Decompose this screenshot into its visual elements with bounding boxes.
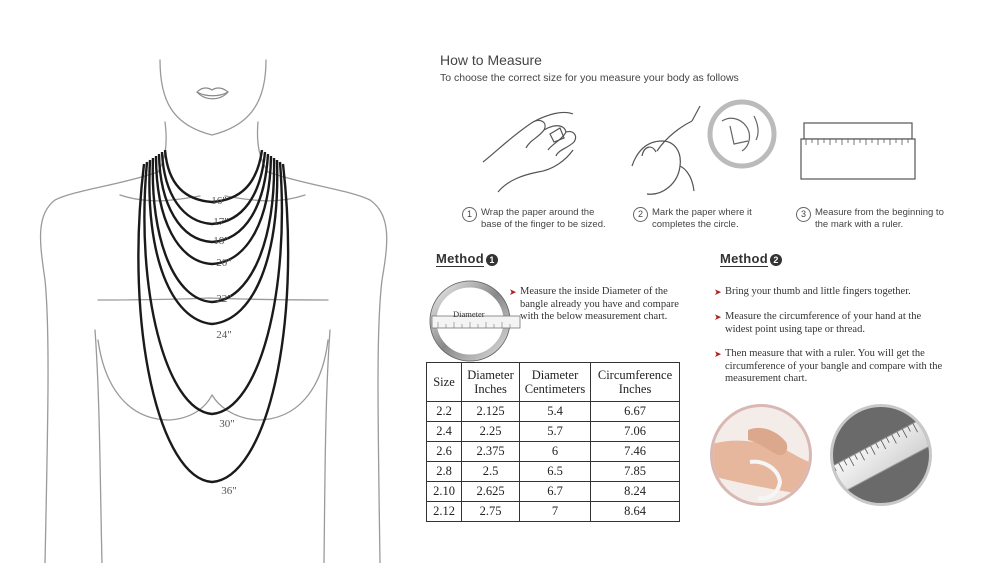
cell-circumference: 7.85	[591, 462, 680, 482]
header-di-line1: Diameter	[467, 368, 514, 382]
method2-bullet-2	[714, 311, 922, 336]
cell-diameter-inches: 2.75	[462, 502, 520, 522]
bullet-arrow-icon: ➤	[714, 349, 722, 359]
method2-b3-line1: Then measure that with a ruler. You will get the	[725, 348, 925, 359]
how-to-measure-subtitle: To choose the correct size for you measure your body as follows	[440, 72, 739, 84]
header-circumference	[591, 363, 680, 402]
cell-size: 2.2	[427, 402, 462, 422]
table-row	[427, 402, 680, 422]
cell-circumference: 7.06	[591, 422, 680, 442]
method1-line1: Measure the inside Diameter of the	[520, 286, 668, 297]
method1-word: Method	[436, 251, 485, 266]
step-3-number: 3	[796, 207, 811, 222]
header-diameter-inches	[462, 363, 520, 402]
table-row	[427, 502, 680, 522]
length-label-17: 17"	[213, 216, 229, 228]
lips	[197, 88, 228, 99]
cell-size: 2.12	[427, 502, 462, 522]
length-label-22: 22"	[216, 293, 232, 305]
length-label-36: 36"	[221, 485, 237, 497]
header-dc-line2: Centimeters	[524, 382, 586, 396]
bullet-arrow-icon: ➤	[714, 287, 722, 297]
bullet-arrow-icon: ➤	[714, 312, 722, 322]
cell-diameter-inches: 2.125	[462, 402, 520, 422]
table-row	[427, 422, 680, 442]
cell-diameter-inches: 2.625	[462, 482, 520, 502]
header-diameter-cm	[520, 363, 591, 402]
body-outline	[41, 60, 387, 563]
method2-b3-line2: circumference of your bangle and compare with the	[725, 360, 943, 372]
method1-title	[436, 251, 498, 266]
bangle-size-table	[426, 362, 680, 522]
step-3	[796, 207, 944, 231]
step-1	[462, 207, 606, 231]
step-2	[633, 207, 752, 231]
step2-marking-illustration	[622, 96, 782, 204]
table-row	[427, 462, 680, 482]
method2-b1-line1: Bring your thumb and little fingers together.	[725, 286, 911, 297]
how-to-measure-title: How to Measure	[440, 52, 542, 68]
cell-size: 2.4	[427, 422, 462, 442]
header-ci-line2: Inches	[618, 382, 652, 396]
length-label-16: 16"	[211, 195, 227, 207]
cell-diameter-cm: 6	[520, 442, 591, 462]
header-size-line1: Size	[433, 375, 455, 389]
method1-text	[509, 286, 679, 324]
method2-word: Method	[720, 251, 769, 266]
cell-diameter-inches: 2.375	[462, 442, 520, 462]
cell-diameter-inches: 2.5	[462, 462, 520, 482]
method2-b3-line3: measurement chart.	[725, 373, 808, 384]
table-row	[427, 442, 680, 462]
method2-title	[720, 251, 782, 266]
cell-diameter-cm: 5.4	[520, 402, 591, 422]
step-2-number: 2	[633, 207, 648, 222]
table-row	[427, 482, 680, 502]
step-1-line1: Wrap the paper around the	[481, 207, 595, 218]
cell-circumference: 6.67	[591, 402, 680, 422]
necklace-length-figure	[0, 0, 420, 563]
chain-17	[162, 152, 265, 224]
diameter-label: Diameter	[453, 309, 485, 319]
cell-circumference: 8.24	[591, 482, 680, 502]
chain-20	[156, 156, 271, 264]
header-ci-line1: Circumference	[597, 368, 673, 382]
step-3-line2: the mark with a ruler.	[815, 219, 904, 230]
step-1-line2: base of the finger to be sized.	[481, 219, 606, 230]
cell-circumference: 7.46	[591, 442, 680, 462]
length-label-20: 20"	[216, 257, 232, 269]
cell-diameter-cm: 6.7	[520, 482, 591, 502]
step-1-number: 1	[462, 207, 477, 222]
method2-b2-line2: widest point using tape or thread.	[725, 323, 865, 335]
cell-size: 2.8	[427, 462, 462, 482]
method1-arrow-icon: ➤	[509, 287, 517, 297]
hand-measuring-photo	[708, 402, 814, 508]
cell-size: 2.6	[427, 442, 462, 462]
cell-diameter-cm: 5.7	[520, 422, 591, 442]
method1-line2: bangle already you have and compare	[520, 298, 679, 310]
step3-ruler-illustration	[800, 120, 920, 182]
step-2-line1: Mark the paper where it	[652, 207, 752, 218]
header-dc-line1: Diameter	[531, 368, 579, 382]
ruler-photo	[828, 402, 934, 508]
method2-bullet-3	[714, 348, 943, 386]
cell-circumference: 8.64	[591, 502, 680, 522]
method2-b2-line1: Measure the circumference of your hand at the	[725, 311, 922, 322]
method1-badge: 1	[486, 254, 498, 266]
length-label-24: 24"	[216, 329, 232, 341]
cell-diameter-cm: 7	[520, 502, 591, 522]
cell-size: 2.10	[427, 482, 462, 502]
step1-finger-illustration	[478, 100, 588, 200]
step-2-line2: completes the circle.	[652, 219, 739, 230]
cell-diameter-cm: 6.5	[520, 462, 591, 482]
length-label-30: 30"	[219, 418, 235, 430]
method2-badge: 2	[770, 254, 782, 266]
step-3-line1: Measure from the beginning to	[815, 207, 944, 218]
cell-diameter-inches: 2.25	[462, 422, 520, 442]
header-di-line2: Inches	[474, 382, 507, 396]
length-label-18: 18"	[213, 235, 229, 247]
method2-bullet-1	[714, 286, 911, 299]
header-size	[427, 363, 462, 402]
method1-line3: with the below measurement chart.	[520, 311, 668, 322]
